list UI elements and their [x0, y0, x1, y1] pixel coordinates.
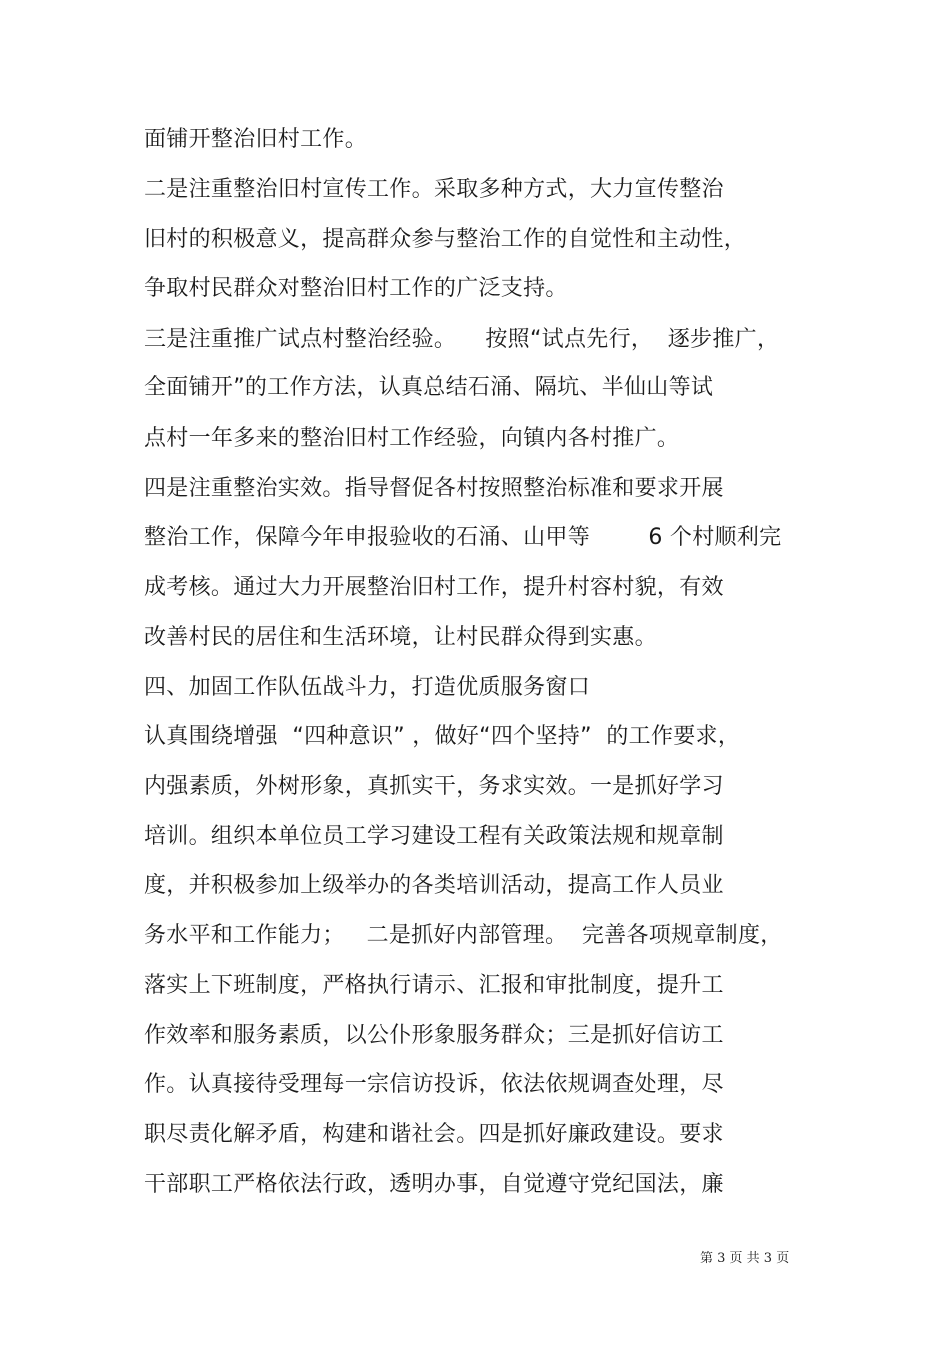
body-line: 整治工作，保障今年申报验收的石涌、山甲等 6 个村顺利完 — [144, 525, 782, 550]
body-line: 作。认真接待受理每一宗信访投诉，依法依规调查处理，尽 — [144, 1072, 724, 1097]
body-line: 面铺开整治旧村工作。 — [144, 127, 368, 152]
body-line: 改善村民的居住和生活环境，让村民群众得到实惠。 — [144, 625, 657, 650]
body-line: 度，并积极参加上级举办的各类培训活动，提高工作人员业 — [144, 873, 724, 898]
body-line: 二是注重整治旧村宣传工作。采取多种方式，大力宣传整治 — [144, 177, 724, 202]
body-line: 内强素质，外树形象，真抓实干，务求实效。一是抓好学习 — [144, 774, 724, 799]
page-number: 第 3 页 共 3 页 — [700, 1251, 790, 1266]
body-line: 认真围绕增强 “四种意识” ，做好“四个坚持” 的工作要求， — [144, 724, 741, 749]
body-line: 成考核。通过大力开展整治旧村工作，提升村容村貌，有效 — [144, 575, 724, 600]
body-line: 干部职工严格依法行政，透明办事，自觉遵守党纪国法，廉 — [144, 1172, 724, 1197]
body-line: 务水平和工作能力； 二是抓好内部管理。 完善各项规章制度， — [144, 923, 783, 948]
body-line: 作效率和服务素质，以公仆形象服务群众；三是抓好信访工 — [144, 1023, 724, 1048]
body-line: 点村一年多来的整治旧村工作经验，向镇内各村推广。 — [144, 426, 680, 451]
body-line: 旧村的积极意义，提高群众参与整治工作的自觉性和主动性， — [144, 227, 747, 252]
body-line: 四是注重整治实效。指导督促各村按照整治标准和要求开展 — [144, 476, 724, 501]
body-line: 职尽责化解矛盾，构建和谐社会。四是抓好廉政建设。要求 — [144, 1122, 724, 1147]
body-line: 争取村民群众对整治旧村工作的广泛支持。 — [144, 276, 568, 301]
body-line: 全面铺开”的工作方法，认真总结石涌、隔坑、半仙山等试 — [144, 375, 714, 400]
body-line: 三是注重推广试点村整治经验。 按照“试点先行， 逐步推广， — [144, 327, 780, 352]
body-line: 培训。组织本单位员工学习建设工程有关政策法规和规章制 — [144, 824, 724, 849]
body-line: 落实上下班制度，严格执行请示、汇报和审批制度，提升工 — [144, 973, 724, 998]
section-heading: 四、加固工作队伍战斗力，打造优质服务窗口 — [144, 675, 591, 700]
